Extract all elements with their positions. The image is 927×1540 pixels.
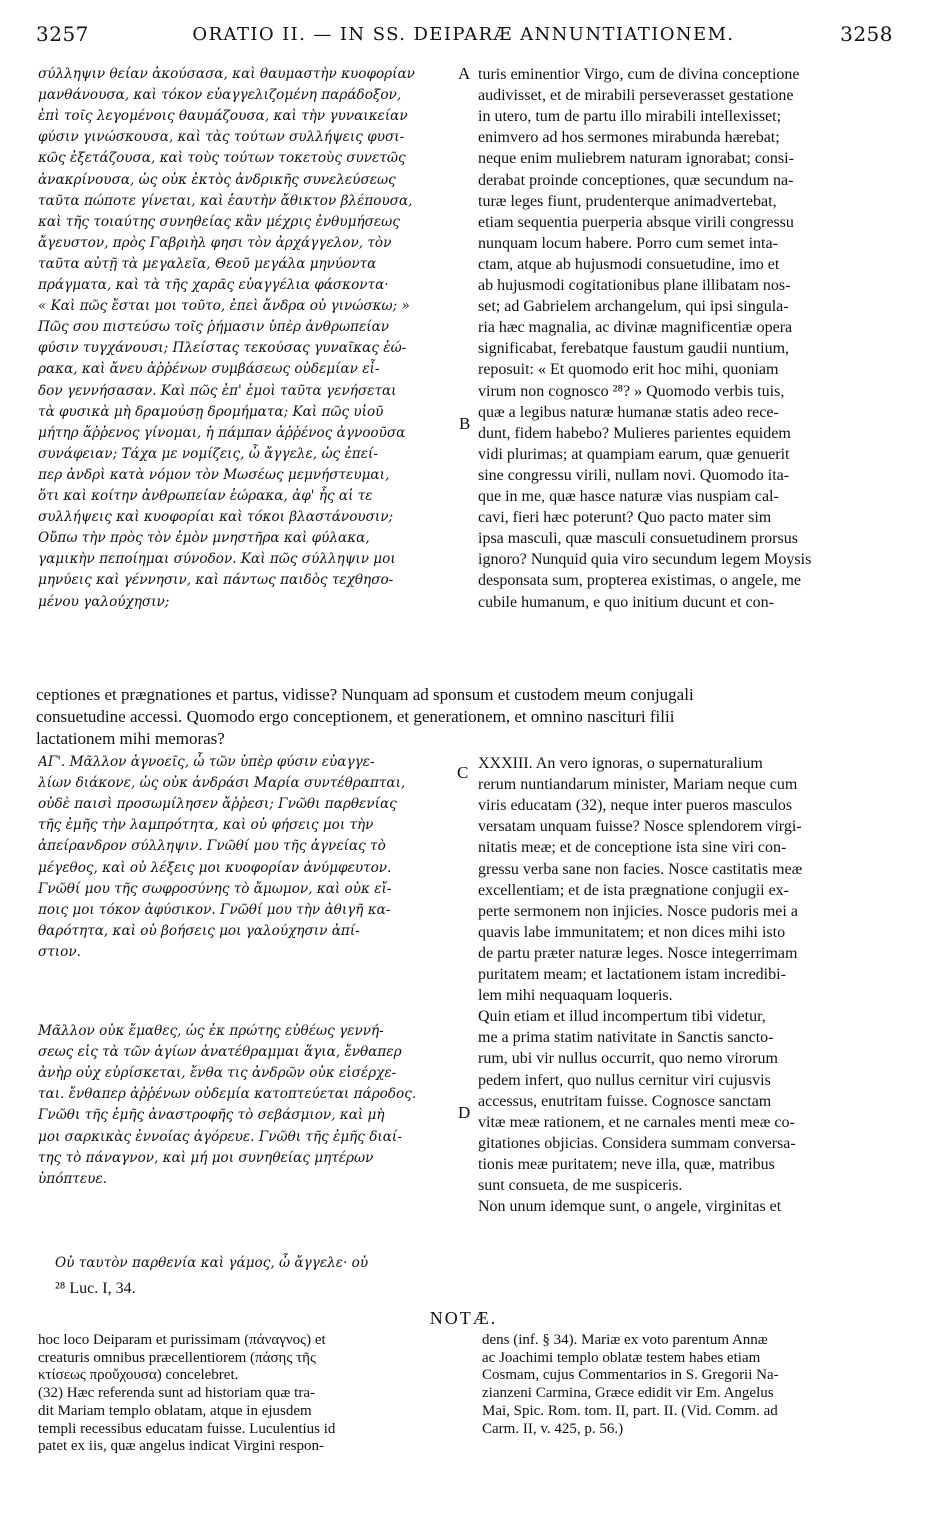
text-line: ac Joachimi templo oblatæ testem habes etiam xyxy=(482,1349,761,1366)
margin-letter-b: B xyxy=(459,414,471,433)
text-line: tionis meæ puritatem; neve illa, quæ, matribus xyxy=(478,1155,775,1173)
text-line: XXXIII. An vero ignoras, o supernaturalium xyxy=(478,755,763,772)
text-line: μήτηρ ἄῤῥενος γίνομαι, ἡ πάμπαν ἀῤῥένος ἀγνοοῦσα xyxy=(38,424,406,441)
text-line: versatam unquam fuisse? Nosce splendorem virgi- xyxy=(478,818,802,836)
text-line: Non unum idemque sunt, o angele, virginitas et xyxy=(478,1198,782,1216)
text-line: ipsa masculi, quæ masculi consuetudinem prorsus xyxy=(478,530,798,548)
text-line: audivisset, et de mirabili perseverasset gestatione xyxy=(478,87,794,105)
text-line: σεως εἰς τὰ τῶν ἁγίων ἀνατέθραμμαι ἅγια, ἔνθαπερ xyxy=(38,1044,402,1061)
text-line: rerum nuntiandarum minister, Mariam neque cum xyxy=(478,776,798,794)
text-line: οὐδὲ παισὶ προσωμίλησεν ἄῤῥεσι; Γνῶθι παρθενίας xyxy=(38,796,397,813)
text-line: Μᾶλλον οὐκ ἔμαθες, ὡς ἐκ πρώτης εὐθέως γεννή- xyxy=(38,1023,384,1039)
text-line: dens (inf. § 34). Mariæ ex voto parentum Annæ xyxy=(482,1332,768,1348)
text-line: ἀνακρίνουσα, ὡς οὐκ ἐκτὸς ἀνδρικῆς συνελεύσεως xyxy=(38,171,396,188)
text-line: vitæ meæ rationem, et ne carnales menti meæ co- xyxy=(478,1113,795,1131)
text-line: nitatis meæ; et de conceptione ista sine viri con- xyxy=(478,839,787,857)
greek-column-top xyxy=(38,64,456,613)
text-line: desponsata sum, propterea existimas, o angele, me xyxy=(478,572,802,590)
greek-paragraph-3 xyxy=(55,1253,455,1274)
text-line: excellentiam; et de ista prægnatione conjugii ex- xyxy=(478,881,790,899)
text-line: συνάφειαν; Τάχα με νομίζεις, ὦ ἄγγελε, ὡς ἐπεί- xyxy=(38,445,378,462)
text-line: significabat, ferebatque faustum gaudii nuntium, xyxy=(478,340,790,358)
text-line: hoc loco Deiparam et purissimam (πάναγνος) et xyxy=(38,1332,326,1348)
text-line: etiam sequentia puerperia absque virili congressu xyxy=(478,213,794,231)
latin-full-width-lines xyxy=(36,684,891,750)
text-line: creaturis omnibus præcellentiorem (πάσης τῆς xyxy=(38,1349,316,1366)
text-line: turis eminentior Virgo, cum de divina conceptione xyxy=(478,66,800,83)
margin-letter-a: A xyxy=(458,64,471,83)
text-line: ctam, atque ab hujusmodi consuetudine, imo et xyxy=(478,255,780,273)
text-line: ἄγευστον, πρὸς Γαβριὴλ φησι τὸν ἀρχάγγελον, τὸν xyxy=(38,234,392,251)
text-line: ρακα, καὶ ἄνευ ἀῤῥένων συμβάσεως οὐδεμίαν εἶ- xyxy=(38,361,380,378)
text-line: δον γεννήσασαν. Καὶ πῶς ἐπ' ἐμοὶ ταῦτα γενήσεται xyxy=(38,382,397,399)
text-line: patet ex iis, quæ angelus indicat Virgini respon- xyxy=(38,1438,324,1455)
text-line: gressu verba sane non facies. Nosce castitatis meæ xyxy=(478,860,803,878)
text-line: ταῦτα πώποτε γίνεται, καὶ ἑαυτὴν ἄθικτον βλέπουσα, xyxy=(38,192,413,209)
notes-heading: NOTÆ. xyxy=(429,1308,498,1328)
text-line: συλλήψεις καὶ κυοφορίαι καὶ τόκοι βλαστάνουσιν; xyxy=(38,509,394,526)
text-line: τὰ φυσικὰ μὴ δραμούσῃ δρομήματα; Καὶ πῶς υἱοῦ xyxy=(38,403,384,420)
text-line: Πῶς σου πιστεύσω τοῖς ῥήμασιν ὑπὲρ ἀνθρωπείαν xyxy=(38,319,390,336)
latin-section-33 xyxy=(478,753,891,1217)
text-line: quæ a legibus naturæ humanæ statis adeo rece- xyxy=(478,403,779,421)
text-line: Cosmam, cujus Commentarios in S. Gregorii Na- xyxy=(482,1367,779,1384)
text-line: in utero, tum de partu illo mirabili intellexisset; xyxy=(478,108,782,126)
text-line: accessus, enutritam fuisse. Cognosce sanctam xyxy=(478,1092,772,1110)
greek-paragraph-2 xyxy=(38,1021,456,1190)
text-line: sunt consueta, de me suspiceris. xyxy=(478,1177,683,1194)
text-line: μοι σαρκικὰς ἐννοίας ἀγόρευε. Γνῶθι τῆς ἐμῆς διαί- xyxy=(38,1128,402,1145)
text-line: quavis labe immunitatem; et non dices mihi isto xyxy=(478,923,786,941)
text-line: κῶς ἐξετάζουσα, καὶ τοὺς τούτων τοκετοὺς συνετῶς xyxy=(38,150,406,167)
text-line: μηνύεις καὶ γέννησιν, καὶ πάντως παιδὸς τεχθησο- xyxy=(38,572,394,589)
text-line: consuetudine accessi. Quomodo ergo conceptionem, et generationem, et omnino nascituri filii xyxy=(36,707,675,726)
text-line: τῆς ἐμῆς τὴν λαμπρότητα, καὶ οὐ φήσεις μοι τὴν xyxy=(38,817,374,834)
text-line: cavi, fieri hæc poterunt? Quo pacto mater sim xyxy=(478,509,772,527)
text-line: ΑΓ'. Μᾶλλον ἀγνοεῖς, ὦ τῶν ὑπὲρ φύσιν εὐαγγε- xyxy=(38,754,375,770)
text-line: cubile humanum, e quo initium ducunt et con- xyxy=(478,593,774,611)
text-line: ἀνὴρ οὐχ εὑρίσκεται, ἔνθα τις ἀνδρῶν οὐκ εἰσέρχε- xyxy=(38,1065,397,1082)
text-line: dit Mariam templo oblatam, atque in ejusdem xyxy=(38,1402,312,1419)
text-line: viris educatam (32), neque inter pueros masculos xyxy=(478,797,793,815)
text-line: Carm. II, v. 425, p. 56.) xyxy=(482,1420,624,1437)
text-line: dunt, fidem habebo? Mulieres parientes equidem xyxy=(478,424,791,442)
text-line: κτίσεως προὔχουσα) concelebret. xyxy=(38,1367,239,1384)
text-line: ceptiones et prægnationes et partus, vidisse? Nunquam ad sponsum et custodem meum conjugali xyxy=(36,685,694,704)
text-line: καὶ τῆς τοιαύτης συνηθείας κἂν μέχρις ἐνθυμήσεως xyxy=(38,213,400,230)
text-line: puritatem meam; et lactationem istam incredibi- xyxy=(478,966,786,983)
running-title: ORATIO II. — IN SS. DEIPARÆ ANNUNTIATIONEM. xyxy=(192,24,735,45)
text-line: sine congressu virili, nullam novi. Quomodo ita- xyxy=(478,466,790,484)
text-line: pedem infert, quo nullus cernitur viri cujusvis xyxy=(478,1071,771,1089)
text-line: μανθάνουσα, καὶ τόκον εὐαγγελιζομένη παράδοξον, xyxy=(38,87,402,104)
text-line: Quin etiam et illud incompertum tibi videtur, xyxy=(478,1008,766,1026)
text-line: derabat proinde conceptiones, quæ secundum na- xyxy=(478,171,794,189)
text-line: set; ad Gabrielem archangelum, qui ipsi singula- xyxy=(478,298,789,316)
text-line: σύλληψιν θείαν ἀκούσασα, καὶ θαυμαστὴν κυοφορίαν xyxy=(38,66,415,82)
latin-column-top xyxy=(478,64,891,613)
text-line: turæ leges fiunt, prudenterque animadvertebat, xyxy=(478,192,777,210)
text-line: μένου γαλούχησιν; xyxy=(38,593,170,610)
text-line: templi recessibus educatam fuisse. Luculentius id xyxy=(38,1420,336,1437)
text-line: ταῦτα αὐτῇ τὰ μεγαλεῖα, Θεοῦ μεγάλα μηνύοντα xyxy=(38,255,377,272)
text-line: que in me, quæ hasce naturæ vias nuspiam cal- xyxy=(478,488,779,505)
text-line: μέγεθος, καὶ οὐ λέξεις μοι κυοφορίαν ἀνύμφευτον. xyxy=(38,859,392,876)
text-line: ὑπόπτευε. xyxy=(38,1170,108,1187)
footnote-luc: ²⁸ Luc. I, 34. xyxy=(55,1280,136,1297)
text-line: ignoro? Nunquid quia viro secundum legem Moysis xyxy=(478,551,812,569)
text-line: λίων διάκονε, ὡς οὐκ ἀνδράσι Μαρία συντέθραπται, xyxy=(38,775,406,792)
text-line: neque enim muliebrem naturam ignorabat; consi- xyxy=(478,150,794,168)
notes-left-column xyxy=(38,1332,450,1456)
text-line: zianzeni Carmina, Græce edidit vir Em. Angelus xyxy=(482,1385,774,1402)
text-line: enimvero ad hos sermones mirabunda hærebat; xyxy=(478,129,780,147)
text-line: φύσιν γινώσκουσα, καὶ τὰς τούτων συλλήψεις φυσι- xyxy=(38,129,405,146)
text-line: της τὸ πάναγνον, καὶ μή μοι συνηθείας μητέρων xyxy=(38,1149,374,1166)
text-line: Γνῶθι τῆς ἐμῆς ἀναστροφῆς τὸ σεβάσμιον, καὶ μὴ xyxy=(38,1107,385,1124)
text-line: ὅτι καὶ κοίτην ἀνθρωπείαν ἑώρακα, ἀφ' ἧς αἱ τε xyxy=(38,488,373,504)
text-line: « Καὶ πῶς ἔσται μοι τοῦτο, ἐπεὶ ἄνδρα οὐ γινώσκω; » xyxy=(38,298,410,315)
text-line: ἐπὶ τοῖς λεγομένοις θαυμάζουσα, καὶ τὴν γυναικείαν xyxy=(38,108,408,125)
notes-right-column xyxy=(482,1332,892,1438)
text-line: Οὔπω τὴν πρὸς τὸν ἐμὸν μνηστῆρα καὶ φύλακα, xyxy=(38,530,370,547)
text-line: me a prima statim nativitate in Sanctis sancto- xyxy=(478,1029,774,1047)
text-line: (32) Hæc referenda sunt ad historiam quæ tra- xyxy=(38,1385,315,1402)
text-line: ria hæc magnalia, ac divinæ magnificentiæ opera xyxy=(478,319,793,337)
text-line: περ ἀνδρὶ κατὰ νόμον τὸν Μωσέως μεμνήστευμαι, xyxy=(38,466,390,483)
page-number-left: 3257 xyxy=(36,22,89,46)
text-line: θαρότητα, καὶ οὐ βοήσεις μοι γαλούχησιν ἀπί- xyxy=(38,922,360,939)
text-line: Mai, Spic. Rom. tom. II, part. II. (Vid. Comm. ad xyxy=(482,1402,778,1419)
text-line: Οὐ ταυτὸν παρθενία καὶ γάμος, ὦ ἄγγελε· οὐ xyxy=(55,1255,369,1271)
margin-letter-d: D xyxy=(458,1103,471,1122)
text-line: στιον. xyxy=(38,943,81,960)
text-line: ται. ἔνθαπερ ἀῤῥένων οὐδεμία κατοπτεύεται πάροδος. xyxy=(38,1086,417,1103)
text-line: πράγματα, καὶ τὰ τῆς χαρᾶς εὐαγγέλια φάσκοντα· xyxy=(38,277,389,293)
page-number-right: 3258 xyxy=(840,22,893,46)
text-line: ἀπείρανδρον σύλληψιν. Γνῶθί μου τῆς ἁγνείας τὸ xyxy=(38,838,386,855)
text-line: lactationem mihi memoras? xyxy=(36,729,225,748)
text-line: gitationes objicias. Considera summam conversa- xyxy=(478,1134,796,1152)
text-line: vidi plurimas; at quampiam earum, quæ genuerit xyxy=(478,445,790,463)
text-line: de partu præter naturæ leges. Nosce integerrimam xyxy=(478,944,798,962)
text-line: ποις μοι τόκον ἀφύσικον. Γνῶθί μου τὴν ἀθιγῆ κα- xyxy=(38,901,391,918)
text-line: φύσιν τυγχάνουσι; Πλείστας τεκούσας γυναῖκας ἑώ- xyxy=(38,340,407,357)
greek-section-33 xyxy=(38,752,456,963)
text-line: nunquam locum habere. Porro cum semet inta- xyxy=(478,234,778,252)
text-line: lem mihi nequaquam loqueris. xyxy=(478,987,673,1005)
text-line: Γνῶθί μου τῆς σωφροσύνης τὸ ἄμωμον, καὶ οὐκ εἴ- xyxy=(38,880,392,897)
text-line: rum, ubi vir nullus occurrit, quo nemo virorum xyxy=(478,1050,778,1068)
text-line: virum non cognosco ²⁸? » Quomodo verbis tuis, xyxy=(478,382,785,400)
text-line: γαμικὴν πεποίημαι σύνοδον. Καὶ πῶς σύλληψιν μοι xyxy=(38,551,396,568)
margin-letter-c: C xyxy=(457,763,469,782)
text-line: reposuit: « Et quomodo erit hoc mihi, quoniam xyxy=(478,361,779,379)
text-line: ab hujusmodi cogitationibus plane illibatam nos- xyxy=(478,277,791,294)
text-line: perte sermonem non injicies. Nosce pudoris mei a xyxy=(478,902,798,920)
